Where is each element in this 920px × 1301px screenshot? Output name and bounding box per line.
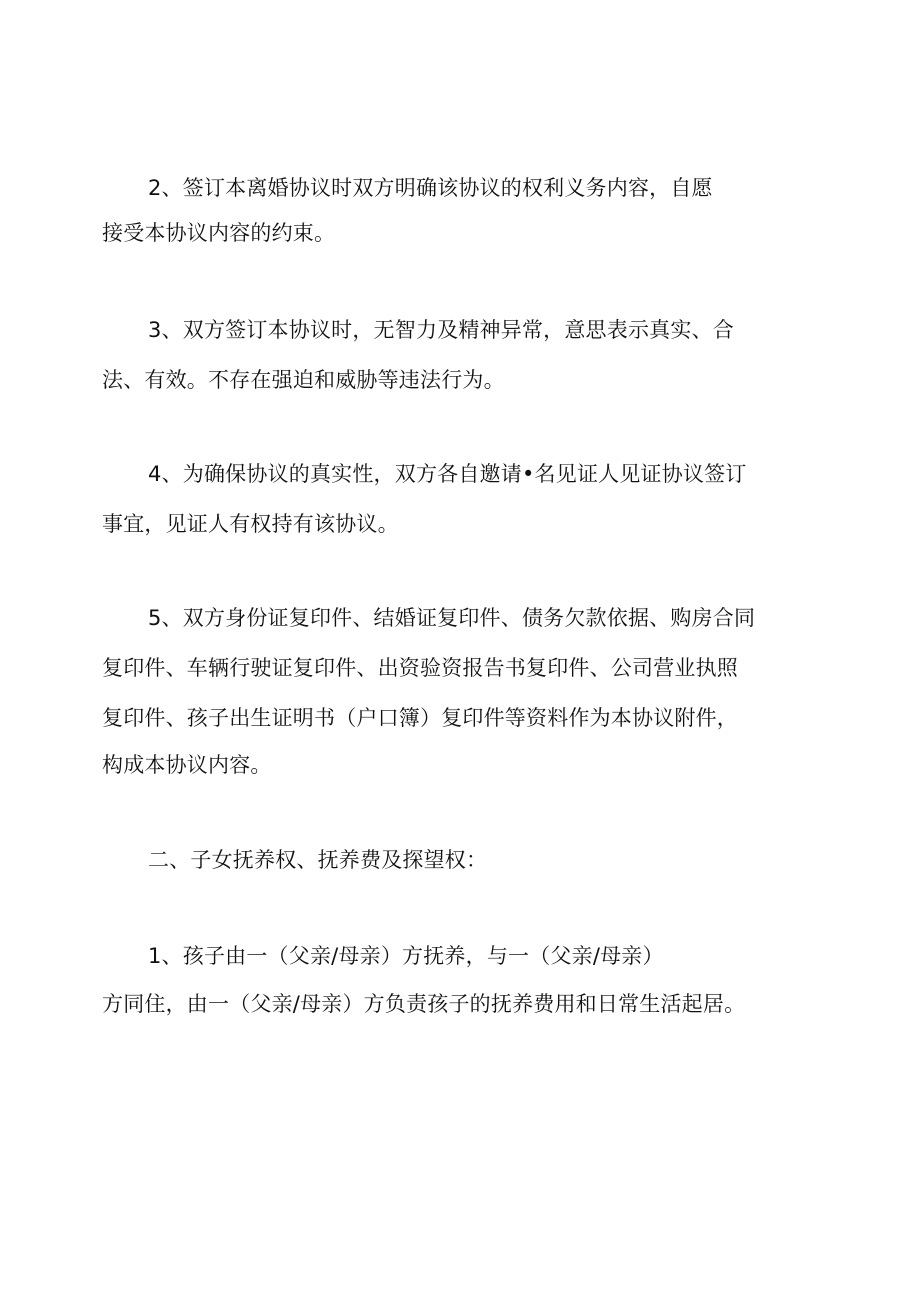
clause-4-line-2: 事宜，见证人有权持有该协议。 [102,512,399,536]
custody-clause-1-line-2: 方同住，由一（父亲/母亲）方负责孩子的抚养费用和日常生活起居。 [102,992,746,1016]
section-2-heading: 二、子女抚养权、抚养费及探望权： [148,848,488,872]
clause-5-line-3: 复印件、孩子出生证明书（户口簿）复印件等资料作为本协议附件， [102,706,738,730]
clause-5-line-1: 5、双方身份证复印件、结婚证复印件、债务欠款依据、购房合同 [148,606,756,630]
clause-5-line-4: 构成本协议内容。 [102,753,272,777]
clause-3-line-1: 3、双方签订本协议时，无智力及精神异常，意思表示真实、合 [148,318,734,342]
custody-clause-1-line-1: 1、孩子由一（父亲/母亲）方抚养，与一（父亲/母亲） [148,944,664,968]
clause-2-line-1: 2、签订本离婚协议时双方明确该协议的权利义务内容，自愿 [148,176,713,200]
clause-2-line-2: 接受本协议内容的约束。 [102,221,336,245]
clause-5-line-2: 复印件、车辆行驶证复印件、出资验资报告书复印件、公司营业执照 [102,656,738,680]
clause-3-line-2: 法、有效。不存在强迫和威胁等违法行为。 [102,368,505,392]
clause-4-line-1: 4、为确保协议的真实性，双方各自邀请•名见证人见证协议签订 [148,462,747,486]
